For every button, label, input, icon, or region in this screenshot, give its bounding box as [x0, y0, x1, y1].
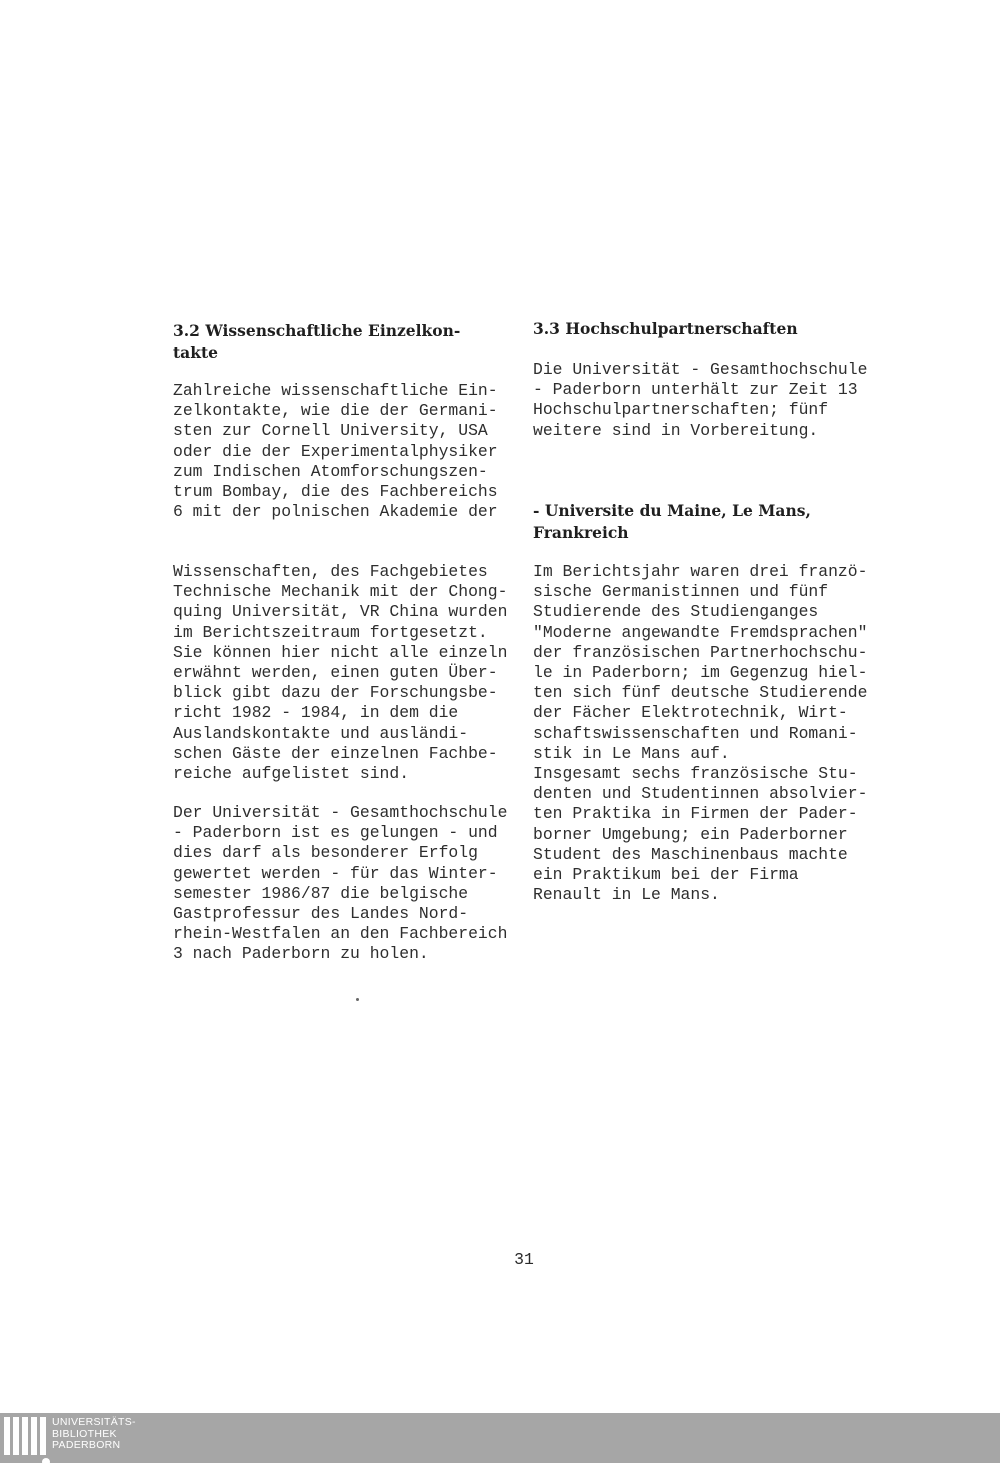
text-line: rhein-Westfalen an den Fachbereich: [173, 924, 508, 944]
text-line: Frankreich: [533, 523, 629, 542]
text-line: takte: [173, 343, 218, 362]
text-line: ten sich fünf deutsche Studierende: [533, 683, 868, 703]
right-paragraph-2: [533, 562, 883, 905]
text-line: Auslandskontakte und ausländi-: [173, 723, 469, 743]
text-line: 3.3 Hochschulpartnerschaften: [533, 319, 798, 338]
right-paragraph-1: [533, 360, 883, 441]
text-line: im Berichtszeitraum fortgesetzt.: [173, 622, 488, 642]
left-column: [173, 320, 523, 364]
text-line: sten zur Cornell University, USA: [173, 421, 488, 441]
text-line: Hochschulpartnerschaften; fünf: [533, 400, 829, 420]
text-line: "Moderne angewandte Fremdsprachen": [533, 622, 868, 642]
logo-line: UNIVERSITÄTS-: [52, 1416, 136, 1428]
left-paragraph-1a: [173, 381, 523, 522]
section-heading-3-3: [533, 318, 883, 340]
text-line: schen Gäste der einzelnen Fachbe-: [173, 743, 498, 763]
text-line: 6 mit der polnischen Akademie der: [173, 502, 498, 522]
text-line: Zahlreiche wissenschaftliche Ein-: [173, 381, 498, 400]
text-line: weitere sind in Vorbereitung.: [533, 420, 819, 440]
right-subheading-le-mans: [533, 500, 883, 544]
left-paragraph-2: [173, 803, 523, 965]
text-line: 3.2 Wissenschaftliche Einzelkon-: [173, 321, 461, 340]
text-line: zum Indischen Atomforschungszen-: [173, 461, 488, 481]
text-line: semester 1986/87 die belgische: [173, 883, 469, 903]
text-line: Gastprofessur des Landes Nord-: [173, 904, 469, 924]
text-line: der Fächer Elektrotechnik, Wirt-: [533, 703, 848, 723]
text-line: Die Universität - Gesamthochschule: [533, 360, 868, 379]
left-paragraph-1b: [173, 562, 523, 784]
text-line: le in Paderborn; im Gegenzug hiel-: [533, 663, 868, 683]
text-line: Renault in Le Mans.: [533, 885, 720, 905]
text-line: - Universite du Maine, Le Mans,: [533, 501, 811, 520]
text-line: borner Umgebung; ein Paderborner: [533, 824, 848, 844]
text-line: denten und Studentinnen absolvier-: [533, 784, 868, 804]
text-line: ten Praktika in Firmen der Pader-: [533, 804, 858, 824]
text-line: sische Germanistinnen und fünf: [533, 582, 829, 602]
text-line: reiche aufgelistet sind.: [173, 764, 410, 784]
text-line: quing Universität, VR China wurden: [173, 602, 508, 622]
logo-line: BIBLIOTHEK: [52, 1427, 117, 1440]
text-line: trum Bombay, die des Fachbereichs: [173, 482, 498, 502]
library-bars-logo-icon: [4, 1417, 46, 1463]
page-number: 31: [514, 1250, 534, 1269]
text-line: Der Universität - Gesamthochschule: [173, 803, 508, 822]
text-line: blick gibt dazu der Forschungsbe-: [173, 683, 498, 703]
text-line: Studierende des Studienganges: [533, 602, 819, 622]
text-line: schaftswissenschaften und Romani-: [533, 723, 858, 743]
subheading-universite-du-maine: [533, 500, 883, 544]
text-line: - Paderborn ist es gelungen - und: [173, 823, 498, 843]
text-line: gewertet werden - für das Winter-: [173, 863, 498, 883]
right-column: [533, 318, 883, 340]
text-line: dies darf als besonderer Erfolg: [173, 843, 478, 863]
scan-speck: [356, 998, 359, 1001]
text-line: - Paderborn unterhält zur Zeit 13: [533, 380, 858, 400]
text-line: oder die der Experimentalphysiker: [173, 441, 498, 461]
text-line: Technische Mechanik mit der Chong-: [173, 582, 508, 602]
text-line: zelkontakte, wie die der Germani-: [173, 401, 498, 421]
text-line: 3 nach Paderborn zu holen.: [173, 944, 429, 964]
text-line: ein Praktikum bei der Firma: [533, 865, 799, 885]
text-line: richt 1982 - 1984, in dem die: [173, 703, 459, 723]
text-line: erwähnt werden, einen guten Über-: [173, 663, 498, 683]
text-line: Im Berichtsjahr waren drei franzö-: [533, 562, 868, 581]
section-heading-3-2: [173, 320, 523, 364]
text-line: Insgesamt sechs französische Stu-: [533, 764, 858, 784]
text-line: der französischen Partnerhochschu-: [533, 642, 868, 662]
text-line: Sie können hier nicht alle einzeln: [173, 642, 508, 662]
logo-line: PADERBORN: [52, 1439, 121, 1451]
text-line: Wissenschaften, des Fachgebietes: [173, 562, 488, 581]
text-line: Student des Maschinenbaus machte: [533, 844, 848, 864]
text-line: stik in Le Mans auf.: [533, 743, 730, 763]
library-logo-text: [52, 1417, 136, 1452]
library-footer-bar: [0, 1413, 1000, 1463]
